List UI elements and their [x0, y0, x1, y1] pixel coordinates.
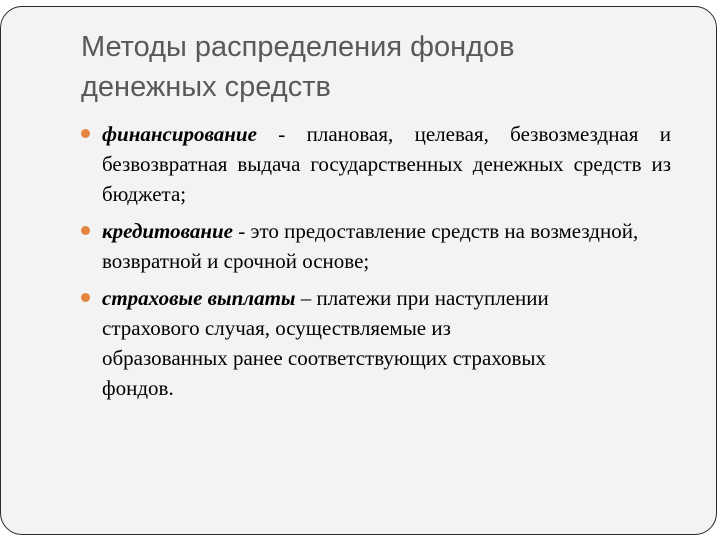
bullet-dot-icon	[81, 129, 90, 138]
title-line-1: Методы распределения фондов	[81, 31, 515, 63]
slide-frame	[0, 6, 717, 535]
term-lending: кредитование	[102, 219, 233, 243]
list-item-lending	[81, 216, 671, 276]
bullet-dot-icon	[81, 293, 90, 302]
list-item-insurance-payments	[81, 283, 572, 403]
definition-insurance-payments: – платежи при наступлении страхового случая, осуществляемые из образованных ранее соответствующих страховых фондов.	[102, 286, 549, 400]
definition-financing: - плановая, целевая, безвозмездная и безвозвратная выдача государственных денежных средств из бюджета;	[102, 122, 671, 206]
definition-lending: - это предоставление средств на возмездной, возвратной и срочной основе;	[102, 219, 639, 273]
slide-title	[81, 27, 681, 107]
bullet-dot-icon	[81, 226, 90, 235]
slide-body	[81, 119, 671, 410]
term-financing: финансирование	[102, 122, 257, 146]
list-item-financing	[81, 119, 671, 209]
term-insurance-payments: страховые выплаты	[102, 286, 296, 310]
title-line-2: денежных средств	[81, 71, 331, 103]
